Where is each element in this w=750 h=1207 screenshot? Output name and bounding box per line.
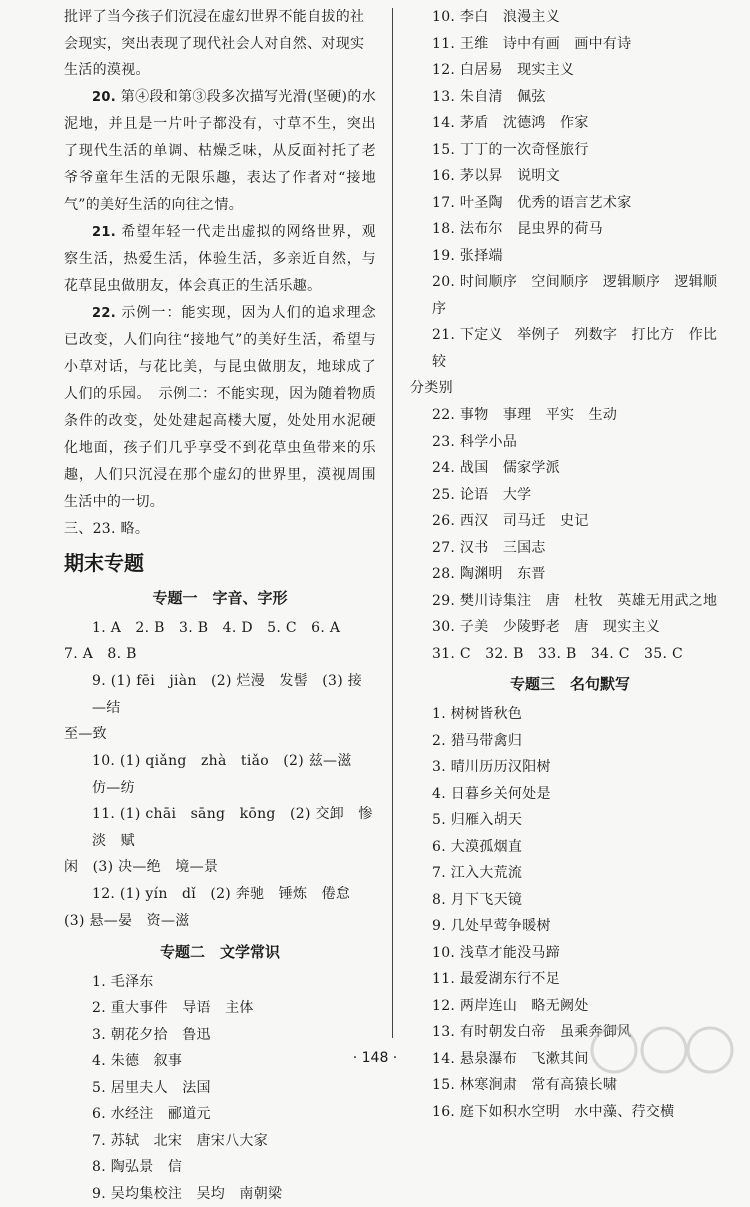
topic-1-line: 9. (1) fēi jiàn (2) 烂漫 发髻 (3) 接—结	[64, 668, 376, 721]
answer-23: 三、23. 略。	[64, 516, 376, 543]
answer-20-number: 20.	[92, 90, 116, 105]
answer-21-number: 21.	[92, 225, 116, 240]
topic-3-item: 15. 林寒涧肃 常有高猿长啸	[410, 1072, 730, 1099]
topic-1-line: 10. (1) qiǎng zhà tiǎo (2) 兹—滋 仿—纺	[64, 748, 376, 801]
section-title: 期末专题	[64, 545, 376, 581]
topic-3-item: 1. 树树皆秋色	[410, 701, 730, 728]
literature-item: 18. 法布尔 昆虫界的荷马	[410, 216, 730, 243]
literature-item-continued: 分类别	[410, 375, 730, 402]
topic-2-item: 3. 朝花夕拾 鲁迅	[64, 1022, 376, 1049]
column-divider	[392, 8, 393, 1038]
topic-1-title: 专题一 字音、字形	[64, 581, 376, 615]
topic-2-item: 5. 居里夫人 法国	[64, 1075, 376, 1102]
literature-item: 25. 论语 大学	[410, 482, 730, 509]
literature-item: 22. 事物 事理 平实 生动	[410, 402, 730, 429]
topic-3-item: 3. 晴川历历汉阳树	[410, 754, 730, 781]
topic-3-title: 专题三 名句默写	[410, 667, 730, 701]
literature-item: 19. 张择端	[410, 243, 730, 270]
topic-1-line: 闲 (3) 决—绝 境—景	[64, 854, 376, 881]
topic-2-item: 2. 重大事件 导语 主体	[64, 995, 376, 1022]
topic-3-item: 7. 江入大荒流	[410, 860, 730, 887]
topic-1-line: 12. (1) yín dǐ (2) 奔驰 锤炼 倦怠	[64, 881, 376, 908]
literature-item: 26. 西汉 司马迁 史记	[410, 508, 730, 535]
right-column	[410, 4, 730, 1125]
literature-item: 12. 白居易 现实主义	[410, 57, 730, 84]
literature-item: 23. 科学小品	[410, 429, 730, 456]
literature-item: 27. 汉书 三国志	[410, 535, 730, 562]
topic-2-item: 6. 水经注 郦道元	[64, 1101, 376, 1128]
page-number: · 148 ·	[0, 1050, 750, 1066]
literature-item: 28. 陶渊明 东晋	[410, 561, 730, 588]
topic-1-line: (3) 悬—晏 资—滋	[64, 908, 376, 935]
topic-3-item: 13. 有时朝发白帝 虽乘奔御风	[410, 1019, 730, 1046]
topic-1-line: 7. A 8. B	[64, 641, 376, 668]
literature-item: 15. 丁丁的一次奇怪旅行	[410, 137, 730, 164]
topic-2-item: 9. 吴均集校注 吴均 南朝梁	[64, 1181, 376, 1207]
topic-3-item: 11. 最爱湖东行不足	[410, 966, 730, 993]
topic-2-item: 1. 毛泽东	[64, 969, 376, 996]
literature-item: 16. 茅以昇 说明文	[410, 163, 730, 190]
topic-2-item: 8. 陶弘景 信	[64, 1154, 376, 1181]
paragraph-continued: 批评了当今孩子们沉浸在虚幻世界不能自拔的社会现实，突出表现了现代社会人对自然、对现实生活的漠视。	[64, 4, 376, 84]
topic-3-item: 8. 月下飞天镜	[410, 887, 730, 914]
topic-3-item: 10. 浅草才能没马蹄	[410, 940, 730, 967]
literature-item: 13. 朱自清 佩弦	[410, 84, 730, 111]
literature-item: 24. 战国 儒家学派	[410, 455, 730, 482]
topic-2-item: 7. 苏轼 北宋 唐宋八大家	[64, 1128, 376, 1155]
topic-1-line: 1. A 2. B 3. B 4. D 5. C 6. A	[64, 615, 376, 642]
literature-item: 21. 下定义 举例子 列数字 打比方 作比较	[410, 322, 730, 375]
topic-3-item: 6. 大漠孤烟直	[410, 834, 730, 861]
literature-item: 14. 茅盾 沈德鸿 作家	[410, 110, 730, 137]
topic-3-item: 14. 悬泉瀑布 飞漱其间	[410, 1046, 730, 1073]
answer-21-text: 希望年轻一代走出虚拟的网络世界，观察生活，热爱生活，体验生活，多亲近自然，与花草昆虫做朋友，体会真正的生活乐趣。	[64, 224, 376, 294]
topic-1-line: 至—致	[64, 721, 376, 748]
answer-20-text: 第④段和第③段多次描写光滑(坚硬)的水泥地，并且是一片叶子都没有，寸草不生，突出了现代生活的单调、枯燥乏味，从反面衬托了老爷爷童年生活的无限乐趣，表达了作者对“接地气”的美好生活的向往之情。	[64, 89, 376, 213]
literature-item: 11. 王维 诗中有画 画中有诗	[410, 31, 730, 58]
topic-2-item: 4. 朱德 叙事	[64, 1048, 376, 1075]
topic-3-item: 12. 两岸连山 略无阙处	[410, 993, 730, 1020]
literature-item: 31. C 32. B 33. B 34. C 35. C	[410, 641, 730, 668]
topic-3-item: 16. 庭下如积水空明 水中藻、荇交横	[410, 1099, 730, 1126]
literature-item: 20. 时间顺序 空间顺序 逻辑顺序 逻辑顺序	[410, 269, 730, 322]
topic-3-item: 4. 日暮乡关何处是	[410, 781, 730, 808]
answer-20	[64, 84, 376, 219]
left-column	[64, 4, 376, 1207]
answer-22	[64, 300, 376, 516]
literature-item: 30. 子美 少陵野老 唐 现实主义	[410, 614, 730, 641]
watermark-logo-icon	[586, 1022, 736, 1078]
literature-item: 10. 李白 浪漫主义	[410, 4, 730, 31]
topic-3-item: 2. 猎马带禽归	[410, 728, 730, 755]
answer-21	[64, 219, 376, 300]
topic-2-title: 专题二 文学常识	[64, 935, 376, 969]
topic-3-item: 5. 归雁入胡天	[410, 807, 730, 834]
answer-22-text: 示例一：能实现，因为人们的追求理念已改变，人们向往“接地气”的美好生活，希望与小草对话，与花比美，与昆虫做朋友，地球成了人们的乐园。 示例二：不能实现，因为随着物质条件的改变，处处建起高楼大厦，处处用水泥硬化地面，孩子们几乎享受不到花草虫鱼带来的乐趣，人们只沉浸在那个虚幻的世界里，漠视周围生活中的一切。	[64, 305, 376, 510]
literature-item: 29. 樊川诗集注 唐 杜牧 英雄无用武之地	[410, 588, 730, 615]
literature-item: 17. 叶圣陶 优秀的语言艺术家	[410, 190, 730, 217]
answer-22-number: 22.	[92, 306, 116, 321]
topic-1-line: 11. (1) chāi sāng kōng (2) 交卸 惨淡 赋	[64, 801, 376, 854]
topic-3-item: 9. 几处早莺争暖树	[410, 913, 730, 940]
